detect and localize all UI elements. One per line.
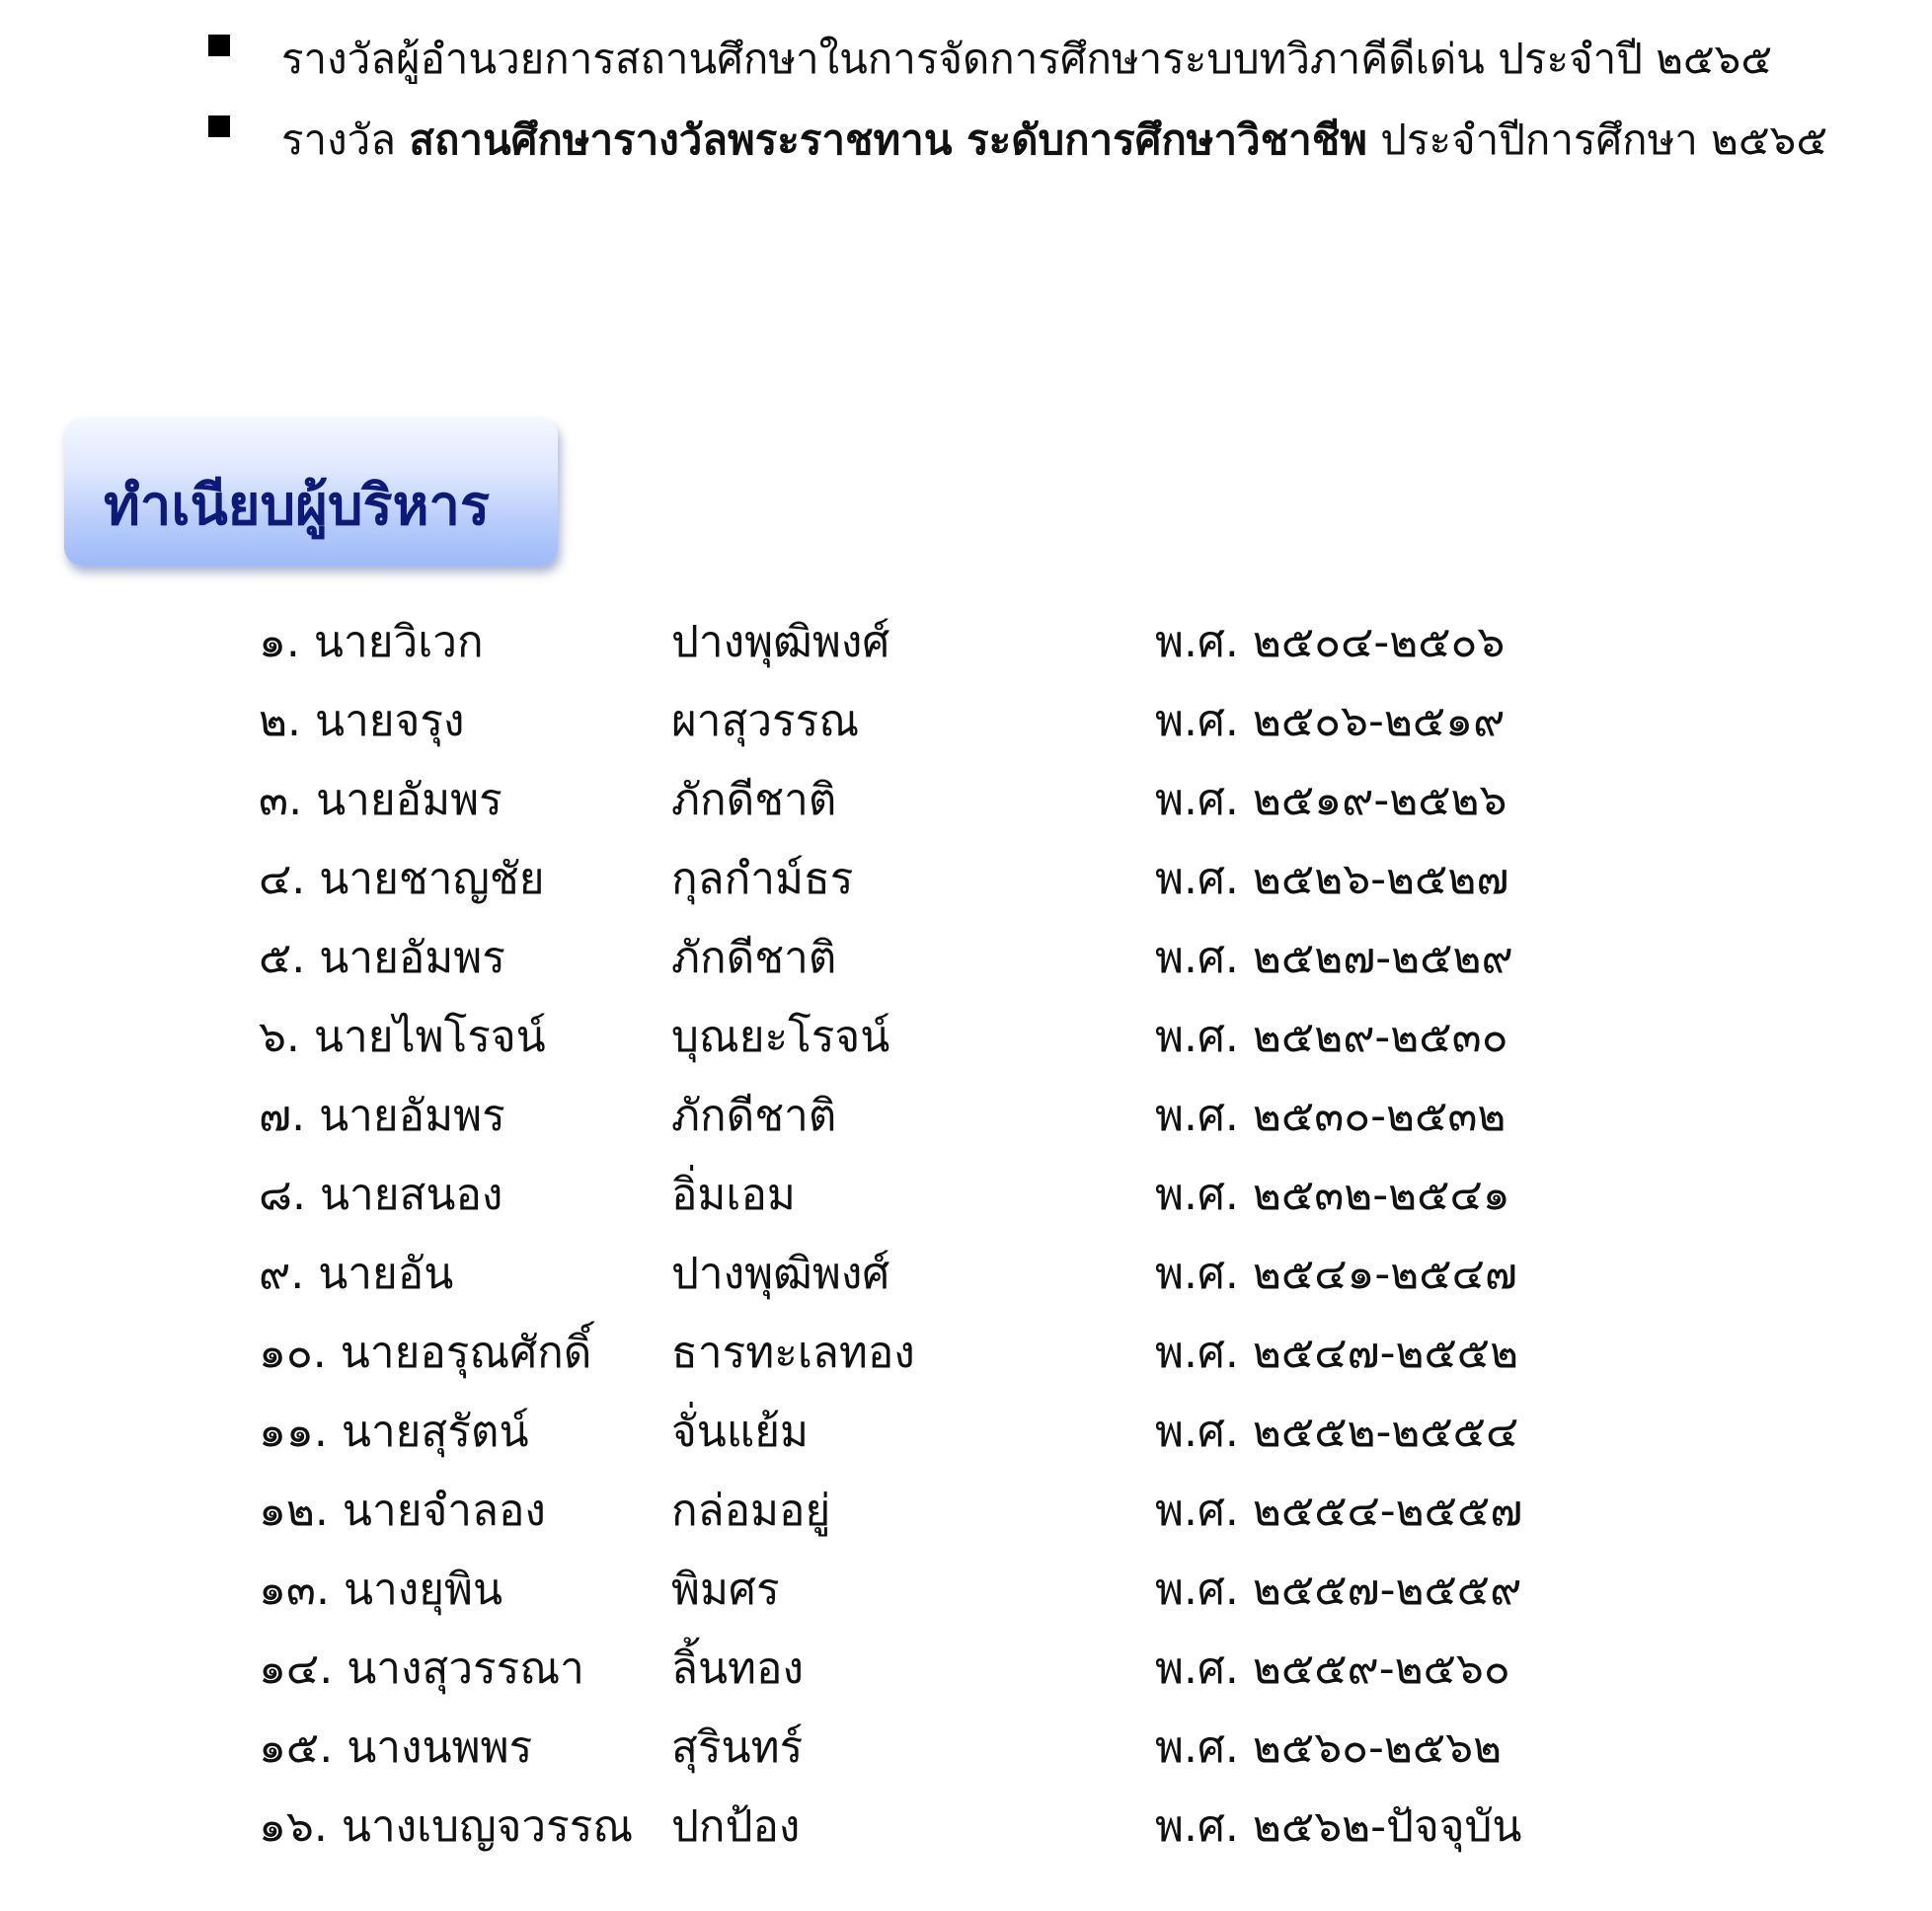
director-number: ๒. — [259, 696, 301, 746]
award-text-bold: สถานศึกษารางวัลพระราชทาน ระดับการศึกษาวิชาชีพ — [409, 115, 1367, 164]
roster-row — [259, 919, 1641, 998]
director-last-name: ผาสุวรรณ — [671, 696, 860, 746]
director-first-name: นายจำลอง — [342, 1486, 546, 1536]
director-last-name: ปางพุฒิพงศ์ — [671, 617, 890, 667]
director-last-name: ลิ้นทอง — [671, 1643, 804, 1694]
director-number: ๘. — [259, 1170, 306, 1220]
roster-row — [259, 1314, 1641, 1393]
award-text: รางวัล — [281, 115, 410, 164]
award-item-royal-institution — [281, 101, 1881, 180]
director-term: พ.ศ. ๒๕๔๑-๒๕๔๗ — [1155, 1249, 1517, 1299]
award-text-suffix: ประจำปีการศึกษา ๒๕๖๕ — [1366, 115, 1828, 164]
director-number-and-first-name — [259, 1709, 532, 1788]
director-last-name: ธารทะเลทอง — [671, 1328, 915, 1378]
roster-row — [259, 1630, 1641, 1709]
director-number-and-first-name — [259, 1314, 591, 1393]
director-term: พ.ศ. ๒๕๔๗-๒๕๕๒ — [1155, 1328, 1519, 1378]
roster-row — [259, 603, 1641, 682]
director-number: ๑๑. — [259, 1407, 328, 1457]
director-term: พ.ศ. ๒๕๓๐-๒๕๓๒ — [1155, 1091, 1507, 1141]
director-number-and-first-name — [259, 1393, 529, 1472]
director-term: พ.ศ. ๒๕๕๙-๒๕๖๐ — [1155, 1643, 1510, 1694]
director-last-name: สุรินทร์ — [671, 1722, 804, 1773]
director-first-name: นายชาญชัย — [319, 854, 545, 904]
director-number-and-first-name — [259, 1077, 505, 1156]
director-first-name: นายไพโรจน์ — [313, 1012, 546, 1062]
director-number: ๑๔. — [259, 1643, 334, 1694]
director-last-name: พิมศร — [671, 1565, 780, 1615]
director-number-and-first-name — [259, 840, 545, 919]
director-term: พ.ศ. ๒๕๒๗-๒๕๒๙ — [1155, 933, 1513, 983]
director-term: พ.ศ. ๒๕๐๔-๒๕๐๖ — [1155, 617, 1506, 667]
director-number: ๓. — [259, 775, 303, 825]
director-term: พ.ศ. ๒๕๐๖-๒๕๑๙ — [1155, 696, 1506, 746]
director-term: พ.ศ. ๒๕๕๒-๒๕๕๔ — [1155, 1407, 1519, 1457]
director-term: พ.ศ. ๒๕๕๔-๒๕๕๗ — [1155, 1486, 1523, 1536]
roster-row — [259, 1709, 1641, 1788]
director-term: พ.ศ. ๒๕๒๙-๒๕๓๐ — [1155, 1012, 1508, 1062]
director-last-name: บุณยะโรจน์ — [671, 1012, 890, 1062]
director-number-and-first-name — [259, 1630, 584, 1709]
director-number: ๕. — [259, 933, 306, 983]
roster-row — [259, 998, 1641, 1077]
director-number-and-first-name — [259, 1472, 546, 1551]
roster-row — [259, 1235, 1641, 1314]
director-first-name: นายอัมพร — [319, 1091, 505, 1141]
director-first-name: นายวิเวก — [313, 617, 484, 667]
award-text: รางวัลผู้อำนวยการสถานศึกษาในการจัดการศึกษาระบบทวิภาคีดีเด่น ประจำปี ๒๕๖๕ — [281, 35, 1773, 83]
director-number: ๑๐. — [259, 1328, 327, 1378]
director-number-and-first-name — [259, 761, 502, 840]
square-bullet-icon — [208, 35, 230, 56]
director-last-name: ภักดีชาติ — [671, 775, 837, 825]
director-last-name: ปกป้อง — [671, 1801, 801, 1852]
director-last-name: อิ่มเอม — [671, 1170, 796, 1220]
director-term: พ.ศ. ๒๕๒๖-๒๕๒๗ — [1155, 854, 1509, 904]
director-first-name: นางนพพร — [347, 1722, 533, 1773]
square-bullet-icon — [208, 115, 230, 137]
director-number: ๔. — [259, 854, 306, 904]
director-number-and-first-name — [259, 1235, 453, 1314]
director-number: ๑๓. — [259, 1565, 330, 1615]
director-first-name: นายสุรัตน์ — [341, 1407, 529, 1457]
roster-row — [259, 1551, 1641, 1630]
director-first-name: นายอัมพร — [319, 933, 505, 983]
director-term: พ.ศ. ๒๕๕๗-๒๕๕๙ — [1155, 1565, 1522, 1615]
roster-row — [259, 1077, 1641, 1156]
director-last-name: ภักดีชาติ — [671, 1091, 837, 1141]
roster-row — [259, 682, 1641, 761]
section-heading-title: ทำเนียบผู้บริหาร — [104, 474, 491, 538]
director-first-name: นายอรุณศักดิ์ — [340, 1328, 592, 1378]
director-number: ๑๖. — [259, 1801, 328, 1852]
director-number: ๑๕. — [259, 1722, 334, 1773]
director-number-and-first-name — [259, 1788, 633, 1867]
director-term: พ.ศ. ๒๕๑๙-๒๕๒๖ — [1155, 775, 1507, 825]
award-item-dual-system — [281, 20, 1881, 99]
director-last-name: จั่นแย้ม — [671, 1407, 810, 1457]
director-first-name: นายอัมพร — [316, 775, 502, 825]
director-number: ๙. — [259, 1249, 305, 1299]
director-number-and-first-name — [259, 603, 484, 682]
director-last-name: ปางพุฒิพงศ์ — [671, 1249, 890, 1299]
director-number-and-first-name — [259, 998, 546, 1077]
director-number-and-first-name — [259, 1156, 502, 1235]
director-number: ๑๒. — [259, 1486, 329, 1536]
director-term: พ.ศ. ๒๕๖๒-ปัจจุบัน — [1155, 1801, 1522, 1852]
roster-row — [259, 1393, 1641, 1472]
director-number-and-first-name — [259, 1551, 502, 1630]
director-number-and-first-name — [259, 682, 464, 761]
roster-row — [259, 1156, 1641, 1235]
director-first-name: นายอัน — [318, 1249, 454, 1299]
director-roster — [259, 603, 1641, 1867]
director-number: ๗. — [259, 1091, 306, 1141]
roster-row — [259, 1788, 1641, 1867]
director-first-name: นายจรุง — [315, 696, 465, 746]
director-number: ๖. — [259, 1012, 300, 1062]
director-last-name: กุลกำม์ธร — [671, 854, 854, 904]
director-first-name: นางเบญจวรรณ — [341, 1801, 634, 1852]
director-term: พ.ศ. ๒๕๖๐-๒๕๖๒ — [1155, 1722, 1503, 1773]
director-first-name: นางสุวรรณา — [347, 1643, 584, 1694]
section-heading-box — [64, 418, 558, 566]
director-number-and-first-name — [259, 919, 505, 998]
roster-row — [259, 840, 1641, 919]
director-last-name: กล่อมอยู่ — [671, 1486, 831, 1536]
awards-list — [281, 20, 1881, 180]
director-number: ๑. — [259, 617, 300, 667]
roster-row — [259, 1472, 1641, 1551]
director-last-name: ภักดีชาติ — [671, 933, 837, 983]
roster-row — [259, 761, 1641, 840]
director-first-name: นายสนอง — [319, 1170, 503, 1220]
director-term: พ.ศ. ๒๕๓๒-๒๕๔๑ — [1155, 1170, 1510, 1220]
director-first-name: นางยุพิน — [344, 1565, 503, 1615]
